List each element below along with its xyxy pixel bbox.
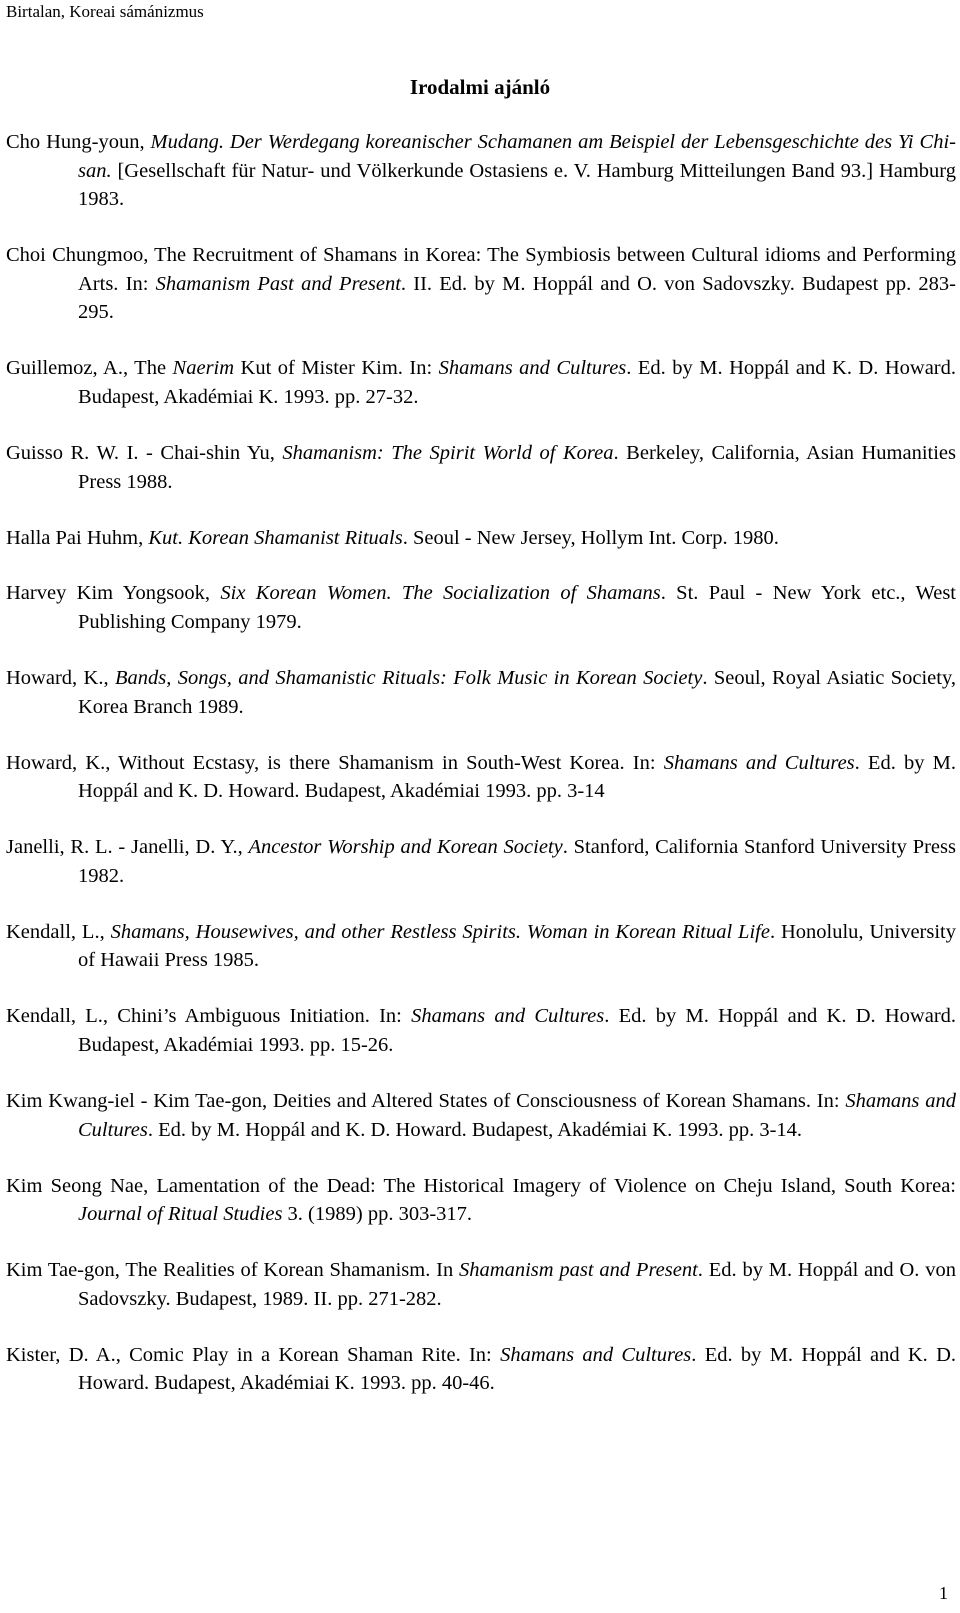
reference-text: [Gesellschaft für Natur- und Völkerkunde Ostasiens e. V. Hamburg Mitteilungen Band 93.] Hamburg 1983.	[78, 159, 956, 211]
reference-text: Janelli, R. L. - Janelli, D. Y.,	[6, 836, 249, 859]
reference-text: Kendall, L., Chini’s Ambiguous Initiation. In:	[6, 1005, 412, 1028]
reference-title-italic: Shamanism: The Spirit World of Korea	[282, 441, 614, 464]
reference-text: . Ed. by M. Hoppál and K. D. Howard. Budapest, Akadémiai 1993. pp. 3-14	[78, 751, 956, 803]
reference-title-italic: Kut. Korean Shamanist Rituals	[148, 526, 403, 549]
reference-text: Kim Seong Nae, Lamentation of the Dead: The Historical Imagery of Violence on Cheju Island, South Korea:	[6, 1174, 956, 1197]
reference-text: . Stanford, California Stanford University Press 1982.	[78, 836, 956, 887]
reference-entry	[6, 354, 956, 411]
reference-text: Choi Chungmoo, The Recruitment of Shamans in Korea: The Symbiosis between Cultural idioms and Performing Arts. In:	[6, 244, 956, 295]
reference-entry	[6, 439, 956, 496]
reference-title-italic: Shamans and Cultures	[500, 1343, 692, 1366]
reference-entry	[6, 749, 956, 806]
reference-text: Kim Tae-gon, The Realities of Korean Shamanism. In	[6, 1259, 460, 1282]
reference-entry	[6, 833, 956, 890]
reference-title-italic: Naerim	[172, 357, 235, 380]
page-title: Irodalmi ajánló	[409, 75, 551, 99]
reference-title-italic: Ancestor Worship and Korean Society	[248, 836, 563, 859]
reference-title-italic: Journal of Ritual Studies	[78, 1203, 283, 1226]
reference-entry	[6, 241, 956, 327]
reference-text: . Ed. by M. Hoppál and K. D. Howard. Budapest, Akadémiai 1993. pp. 15-26.	[78, 1005, 957, 1056]
reference-title-italic: Shamanism past and Present	[459, 1259, 698, 1282]
reference-title-italic: Shamans and Cultures	[78, 1089, 956, 1141]
reference-text: Howard, K., Without Ecstasy, is there Shamanism in South-West Korea. In:	[6, 751, 664, 774]
reference-title-italic: Shamans, Housewives, and other Restless Spirits. Woman in Korean Ritual Life	[110, 920, 770, 943]
reference-text: . Ed. by M. Hoppál and K. D. Howard. Budapest, Akadémiai K. 1993. pp. 40-46.	[78, 1343, 957, 1395]
reference-text: Guillemoz, A., The	[6, 357, 173, 380]
reference-text: . II. Ed. by M. Hoppál and O. von Sadovszky. Budapest pp. 283- 295.	[78, 272, 956, 324]
reference-entry	[6, 579, 956, 636]
reference-entry	[6, 1172, 956, 1229]
reference-list	[6, 128, 956, 1425]
reference-title-italic: Six Korean Women. The Socialization of Shamans	[220, 582, 661, 605]
reference-entry	[6, 918, 956, 975]
reference-title-italic: Shamans and Cultures	[663, 751, 855, 774]
page-number: 1	[939, 1583, 948, 1603]
reference-text: Cho Hung-youn,	[6, 131, 151, 153]
reference-entry	[6, 664, 956, 721]
reference-title-italic: Mudang. Der Werdegang koreanischer Schamanen am Beispiel der Lebensgeschichte des Yi Chi-san.	[78, 131, 956, 182]
reference-entry	[6, 1256, 956, 1313]
reference-entry	[6, 1087, 956, 1144]
reference-entry	[6, 1341, 956, 1398]
reference-text: Halla Pai Huhm,	[6, 526, 149, 549]
reference-text: . St. Paul - New York etc., West Publishing Company 1979.	[78, 582, 956, 634]
reference-text: Kut of Mister Kim. In:	[234, 357, 439, 380]
reference-text: Kister, D. A., Comic Play in a Korean Shaman Rite. In:	[6, 1343, 501, 1366]
reference-title-italic: Shamans and Cultures	[438, 357, 627, 380]
reference-text: Harvey Kim Yongsook,	[6, 582, 221, 605]
reference-text: Howard, K.,	[6, 667, 115, 690]
reference-title-italic: Shamanism Past and Present	[155, 272, 401, 295]
reference-entry	[6, 1002, 956, 1059]
reference-text: . Honolulu, University of Hawaii Press 1985.	[78, 920, 956, 972]
reference-text: . Seoul - New Jersey, Hollym Int. Corp. 1980.	[402, 526, 779, 549]
reference-text: . Seoul, Royal Asiatic Society, Korea Branch 1989.	[78, 667, 956, 718]
reference-entry	[6, 524, 956, 553]
reference-entry	[6, 128, 956, 214]
reference-title-italic: Bands, Songs, and Shamanistic Rituals: Folk Music in Korean Society	[114, 667, 703, 690]
reference-text: . Berkeley, California, Asian Humanities Press 1988.	[78, 441, 957, 493]
reference-text: . Ed. by M. Hoppál and K. D. Howard. Budapest, Akadémiai K. 1993. pp. 3-14.	[147, 1118, 803, 1141]
reference-text: Kim Kwang-iel - Kim Tae-gon, Deities and Altered States of Consciousness of Korean Shamans. In:	[6, 1089, 846, 1112]
reference-text: Kendall, L.,	[6, 920, 111, 943]
reference-text: 3. (1989) pp. 303-317.	[282, 1203, 473, 1226]
running-header: Birtalan, Koreai sámánizmus	[6, 2, 204, 21]
reference-text: Guisso R. W. I. - Chai-shin Yu,	[6, 441, 283, 464]
reference-text: . Ed. by M. Hoppál and O. von Sadovszky. Budapest, 1989. II. pp. 271-282.	[78, 1259, 956, 1310]
reference-title-italic: Shamans and Cultures	[411, 1005, 605, 1028]
reference-text: . Ed. by M. Hoppál and K. D. Howard. Budapest, Akadémiai K. 1993. pp. 27-32.	[78, 357, 957, 408]
